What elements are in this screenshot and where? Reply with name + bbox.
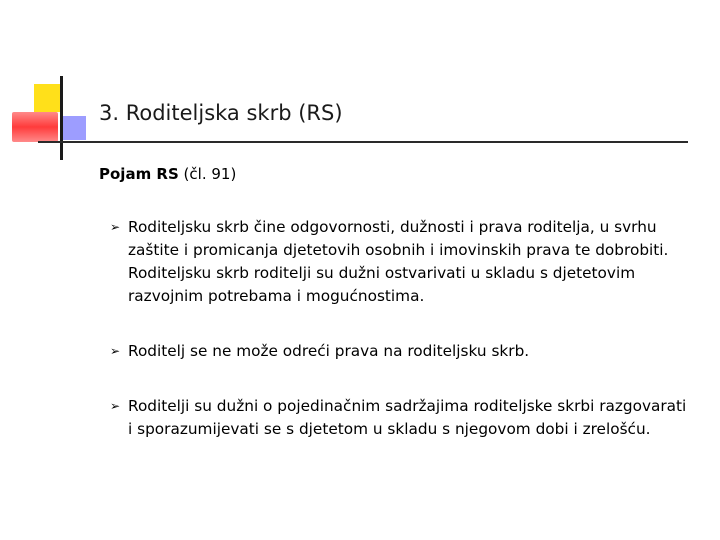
bullet-item [110, 395, 695, 441]
bullet-text: Roditelj se ne može odreći prava na roditeljsku skrb. [128, 342, 530, 360]
subheading-rest: (čl. 91) [178, 165, 237, 183]
decorative-blue-square [62, 116, 86, 140]
slide-title: 3. Roditeljska skrb (RS) [99, 101, 343, 125]
bullet-item [110, 340, 695, 363]
subheading [99, 165, 236, 183]
arrowhead-bullet-icon: ➢ [110, 344, 121, 358]
bullet-text: Roditelji su dužni o pojedinačnim sadržajima roditeljske skrbi razgovarati i sporazumijevati se s djetetom u skladu s njegovom dobi i zrelošću. [128, 397, 687, 438]
arrowhead-bullet-icon: ➢ [110, 399, 121, 413]
bullet-item [110, 216, 695, 308]
bullet-list [110, 216, 695, 441]
subheading-bold: Pojam RS [99, 165, 179, 183]
decorative-vertical-line [60, 76, 63, 160]
arrowhead-bullet-icon: ➢ [110, 220, 121, 234]
decorative-red-bar [12, 112, 58, 142]
decorative-yellow-square [34, 84, 62, 112]
title-underline [38, 141, 688, 143]
bullet-text: Roditeljsku skrb čine odgovornosti, dužnosti i prava roditelja, u svrhu zaštite i promicanja djetetovih osobnih i imovinskih prava te dobrobiti. Roditeljsku skrb roditelji su dužni ostvarivati u skladu s djetetovim razvojnim potrebama i mogućnostima. [128, 218, 669, 305]
